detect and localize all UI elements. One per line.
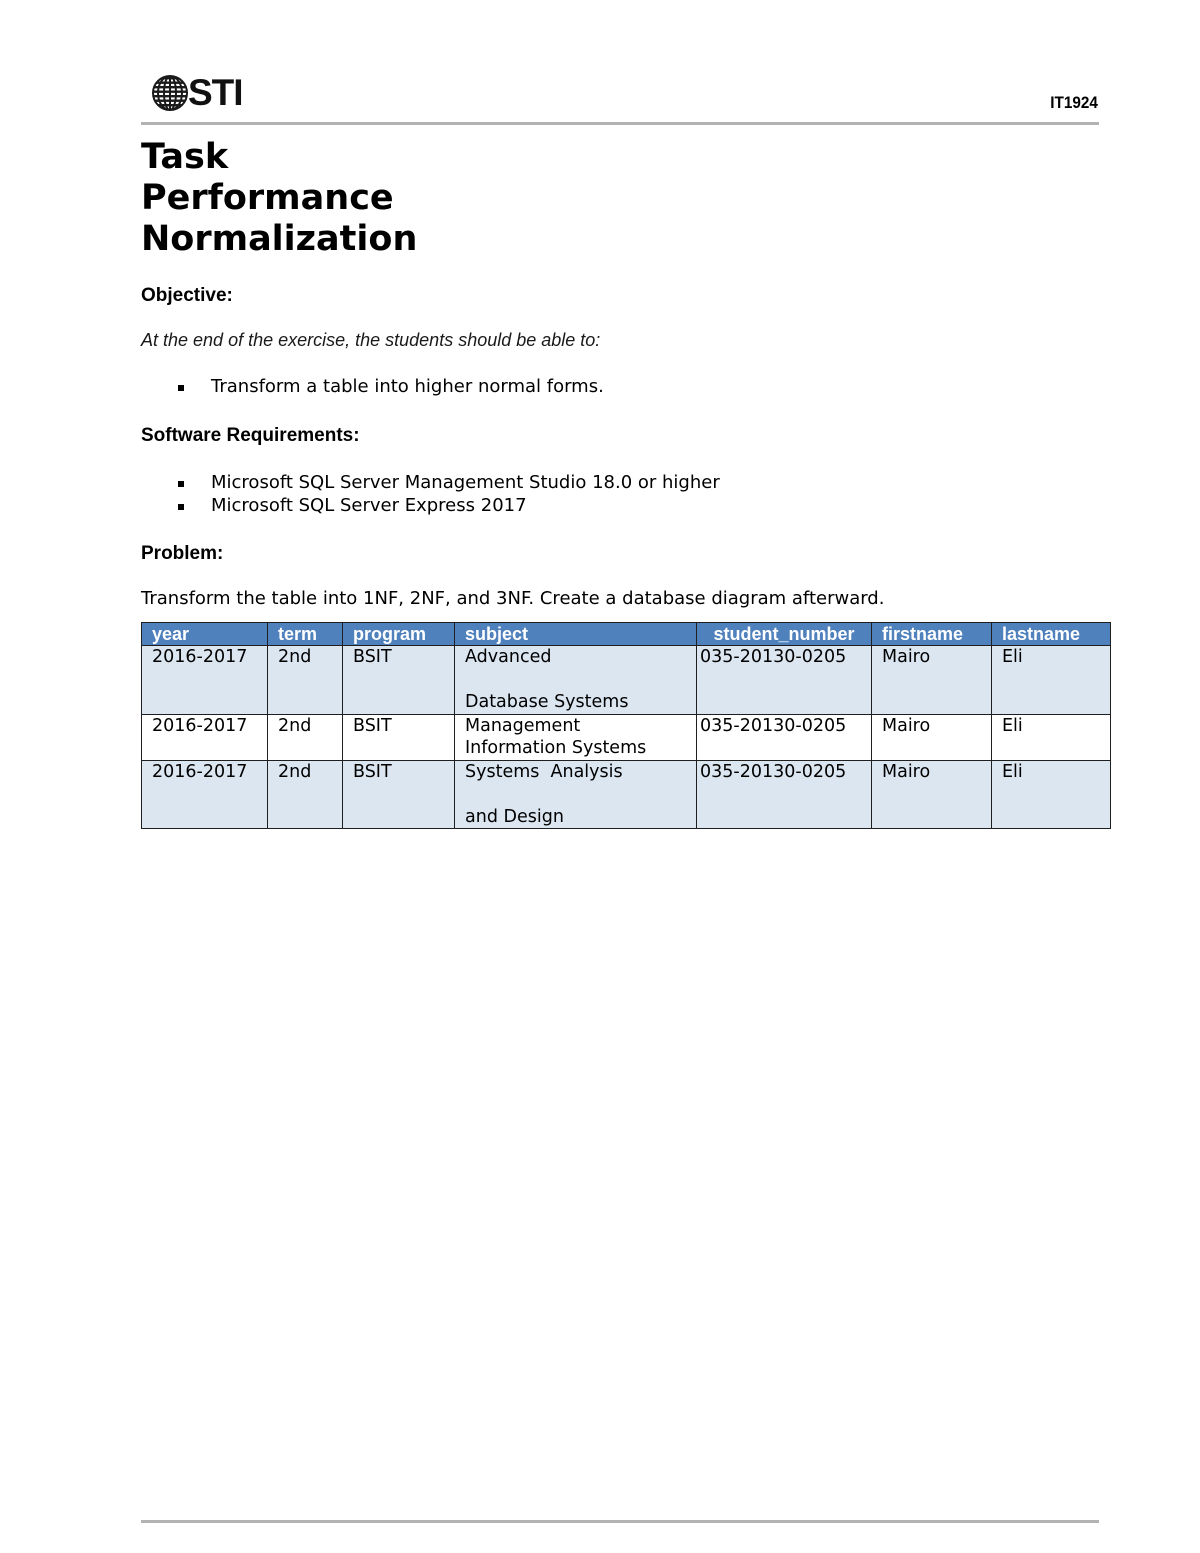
title-line: Performance [141, 178, 394, 218]
title-line: Task [141, 137, 229, 177]
table-cell: 2016-2017 [142, 760, 268, 829]
table-cell: Mairo [872, 714, 992, 760]
subject-line: and Design [465, 806, 564, 827]
table-cell [455, 714, 697, 760]
table-cell: BSIT [343, 714, 455, 760]
globe-icon [150, 73, 190, 113]
table-cell: 035-20130-0205 [697, 760, 872, 829]
software-requirements-label: Software Requirements: [141, 425, 360, 446]
title-line: Normalization [141, 219, 418, 259]
column-header: year [142, 623, 268, 646]
table-cell: Eli [992, 760, 1111, 829]
table-row [142, 646, 1111, 715]
table-cell: Mairo [872, 646, 992, 715]
page-title [141, 137, 417, 260]
column-header: lastname [992, 623, 1111, 646]
table-header-row [142, 623, 1111, 646]
table-cell: Eli [992, 714, 1111, 760]
table-cell: 2nd [268, 646, 343, 715]
table-cell: 035-20130-0205 [697, 714, 872, 760]
subject-line: Systems Analysis [465, 761, 623, 782]
subject-line: Information Systems [465, 738, 647, 758]
table-cell: 2nd [268, 714, 343, 760]
table-cell: 2016-2017 [142, 714, 268, 760]
column-header: program [343, 623, 455, 646]
problem-text: Transform the table into 1NF, 2NF, and 3NF. Create a database diagram afterward. [141, 588, 885, 609]
document-code: IT1924 [1050, 93, 1098, 112]
table-cell [455, 760, 697, 829]
list-item: Microsoft SQL Server Express 2017 [174, 494, 720, 517]
table-cell: 035-20130-0205 [697, 646, 872, 715]
table-cell: BSIT [343, 646, 455, 715]
logo-text: STI [188, 72, 243, 113]
table-row [142, 760, 1111, 829]
software-requirements-list [174, 471, 720, 517]
sti-logo [150, 72, 243, 114]
table-cell: Eli [992, 646, 1111, 715]
objective-label: Objective: [141, 285, 233, 306]
column-header: firstname [872, 623, 992, 646]
header-divider [141, 122, 1099, 125]
table-cell [455, 646, 697, 715]
list-item: Transform a table into higher normal forms. [174, 375, 604, 398]
column-header: student_number [697, 623, 872, 646]
list-item: Microsoft SQL Server Management Studio 18.0 or higher [174, 471, 720, 494]
table-row [142, 714, 1111, 760]
student-data-table [141, 622, 1111, 829]
table-cell: 2016-2017 [142, 646, 268, 715]
footer-divider [141, 1520, 1099, 1523]
table-cell: BSIT [343, 760, 455, 829]
subject-line: Database Systems [465, 692, 629, 712]
table-cell: Mairo [872, 760, 992, 829]
table-cell: 2nd [268, 760, 343, 829]
objective-intro: At the end of the exercise, the students should be able to: [141, 330, 601, 350]
subject-line: Advanced [465, 647, 552, 667]
subject-line: Management [465, 715, 581, 736]
objective-list [174, 375, 604, 398]
column-header: term [268, 623, 343, 646]
problem-label: Problem: [141, 543, 224, 564]
column-header: subject [455, 623, 697, 646]
